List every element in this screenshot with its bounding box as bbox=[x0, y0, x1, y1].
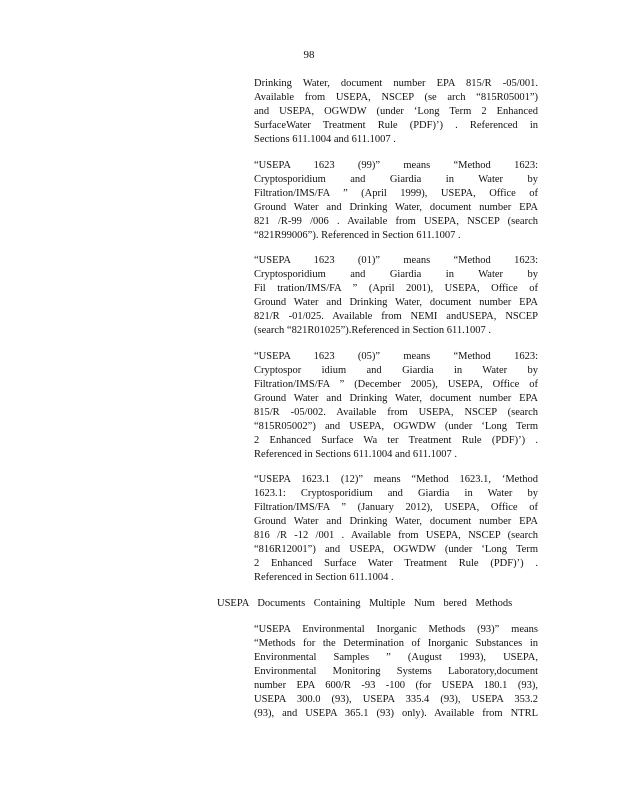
text-line: Ground Water and Drinking Water, document number EPA bbox=[254, 393, 538, 404]
text-line: Environmental Monitoring Systems Laboratory,document bbox=[254, 666, 538, 677]
text-line: Ground Water and Drinking Water, document number EPA bbox=[254, 202, 538, 213]
text-line: Filtration/IMS/FA ” (April 1999), USEPA, Office of bbox=[254, 188, 538, 199]
text-line: number EPA 600/R -93 -100 (for USEPA 180.1 (93), bbox=[254, 680, 538, 691]
text-line: “USEPA 1623 (05)” means “Method 1623: bbox=[254, 351, 538, 362]
text-line: Drinking Water, document number EPA 815/R -05/001. bbox=[254, 78, 538, 89]
text-line: USEPA 300.0 (93), USEPA 335.4 (93), USEPA 353.2 bbox=[254, 694, 538, 705]
text-line: “USEPA 1623 (99)” means “Method 1623: bbox=[254, 160, 538, 171]
text-line: 821 /R-99 /006 . Available from USEPA, NSCEP (search bbox=[254, 216, 538, 227]
text-line: SurfaceWater Treatment Rule (PDF)’) . Referenced in bbox=[254, 120, 538, 131]
text-line: Fil tration/IMS/FA ” (April 2001), USEPA, Office of bbox=[254, 283, 538, 294]
text-line: Ground Water and Drinking Water, document number EPA bbox=[254, 516, 538, 527]
text-line: (search “821R01025”).Referenced in Section 611.1007 . bbox=[254, 325, 491, 336]
text-line: Filtration/IMS/FA ” (December 2005), USEPA, Office of bbox=[254, 379, 538, 390]
text-line: 2 Enhanced Surface Wa ter Treatment Rule (PDF)’) . bbox=[254, 435, 538, 446]
text-line: Ground Water and Drinking Water, document number EPA bbox=[254, 297, 538, 308]
text-line: “USEPA Environmental Inorganic Methods (93)” means bbox=[254, 624, 538, 635]
definition-paragraph bbox=[254, 77, 538, 147]
text-line: Available from USEPA, NSCEP (se arch “815R05001”) bbox=[254, 92, 538, 103]
text-line: Cryptosporidium and Giardia in Water by bbox=[254, 269, 538, 280]
text-line: “USEPA 1623 (01)” means “Method 1623: bbox=[254, 255, 538, 266]
text-line: 821/R -01/025. Available from NEMI andUSEPA, NSCEP bbox=[254, 311, 538, 322]
text-line: 1623.1: Cryptosporidium and Giardia in Water by bbox=[254, 488, 538, 499]
definition-paragraph bbox=[254, 623, 538, 721]
definition-paragraph bbox=[254, 159, 538, 243]
text-line: Sections 611.1004 and 611.1007 . bbox=[254, 134, 396, 145]
text-line: “816R12001”) and USEPA, OGWDW (under ‘Long Term bbox=[254, 544, 538, 555]
text-line: Cryptosporidium and Giardia in Water by bbox=[254, 174, 538, 185]
text-line: Referenced in Sections 611.1004 and 611.1007 . bbox=[254, 449, 458, 460]
text-line: and USEPA, OGWDW (under ‘Long Term 2 Enhanced bbox=[254, 106, 538, 117]
text-line: Cryptospor idium and Giardia in Water by bbox=[254, 365, 538, 376]
text-line: Filtration/IMS/FA ” (January 2012), USEPA, Office of bbox=[254, 502, 538, 513]
text-line: 816 /R -12 /001 . Available from USEPA, NSCEP (search bbox=[254, 530, 538, 541]
text-line: “821R99006”). Referenced in Section 611.1007 . bbox=[254, 230, 461, 241]
text-line: Referenced in Section 611.1004 . bbox=[254, 572, 394, 583]
section-heading: USEPA Documents Containing Multiple Num bered Methods bbox=[217, 598, 513, 609]
text-line: “815R05002”) and USEPA, OGWDW (under ‘Long Term bbox=[254, 421, 538, 432]
definition-paragraph bbox=[254, 473, 538, 585]
page-number: 98 bbox=[303, 49, 315, 61]
text-line: Environmental Samples ” (August 1993), USEPA, bbox=[254, 652, 538, 663]
text-line: “Methods for the Determination of Inorganic Substances in bbox=[254, 638, 538, 649]
definition-paragraph bbox=[254, 350, 538, 462]
definition-paragraph bbox=[254, 254, 538, 338]
text-line: (93), and USEPA 365.1 (93) only). Available from NTRL bbox=[254, 708, 538, 719]
text-line: 815/R -05/002. Available from USEPA, NSCEP (search bbox=[254, 407, 538, 418]
text-line: “USEPA 1623.1 (12)” means “Method 1623.1, ‘Method bbox=[254, 474, 538, 485]
text-line: 2 Enhanced Surface Water Treatment Rule (PDF)’) . bbox=[254, 558, 538, 569]
